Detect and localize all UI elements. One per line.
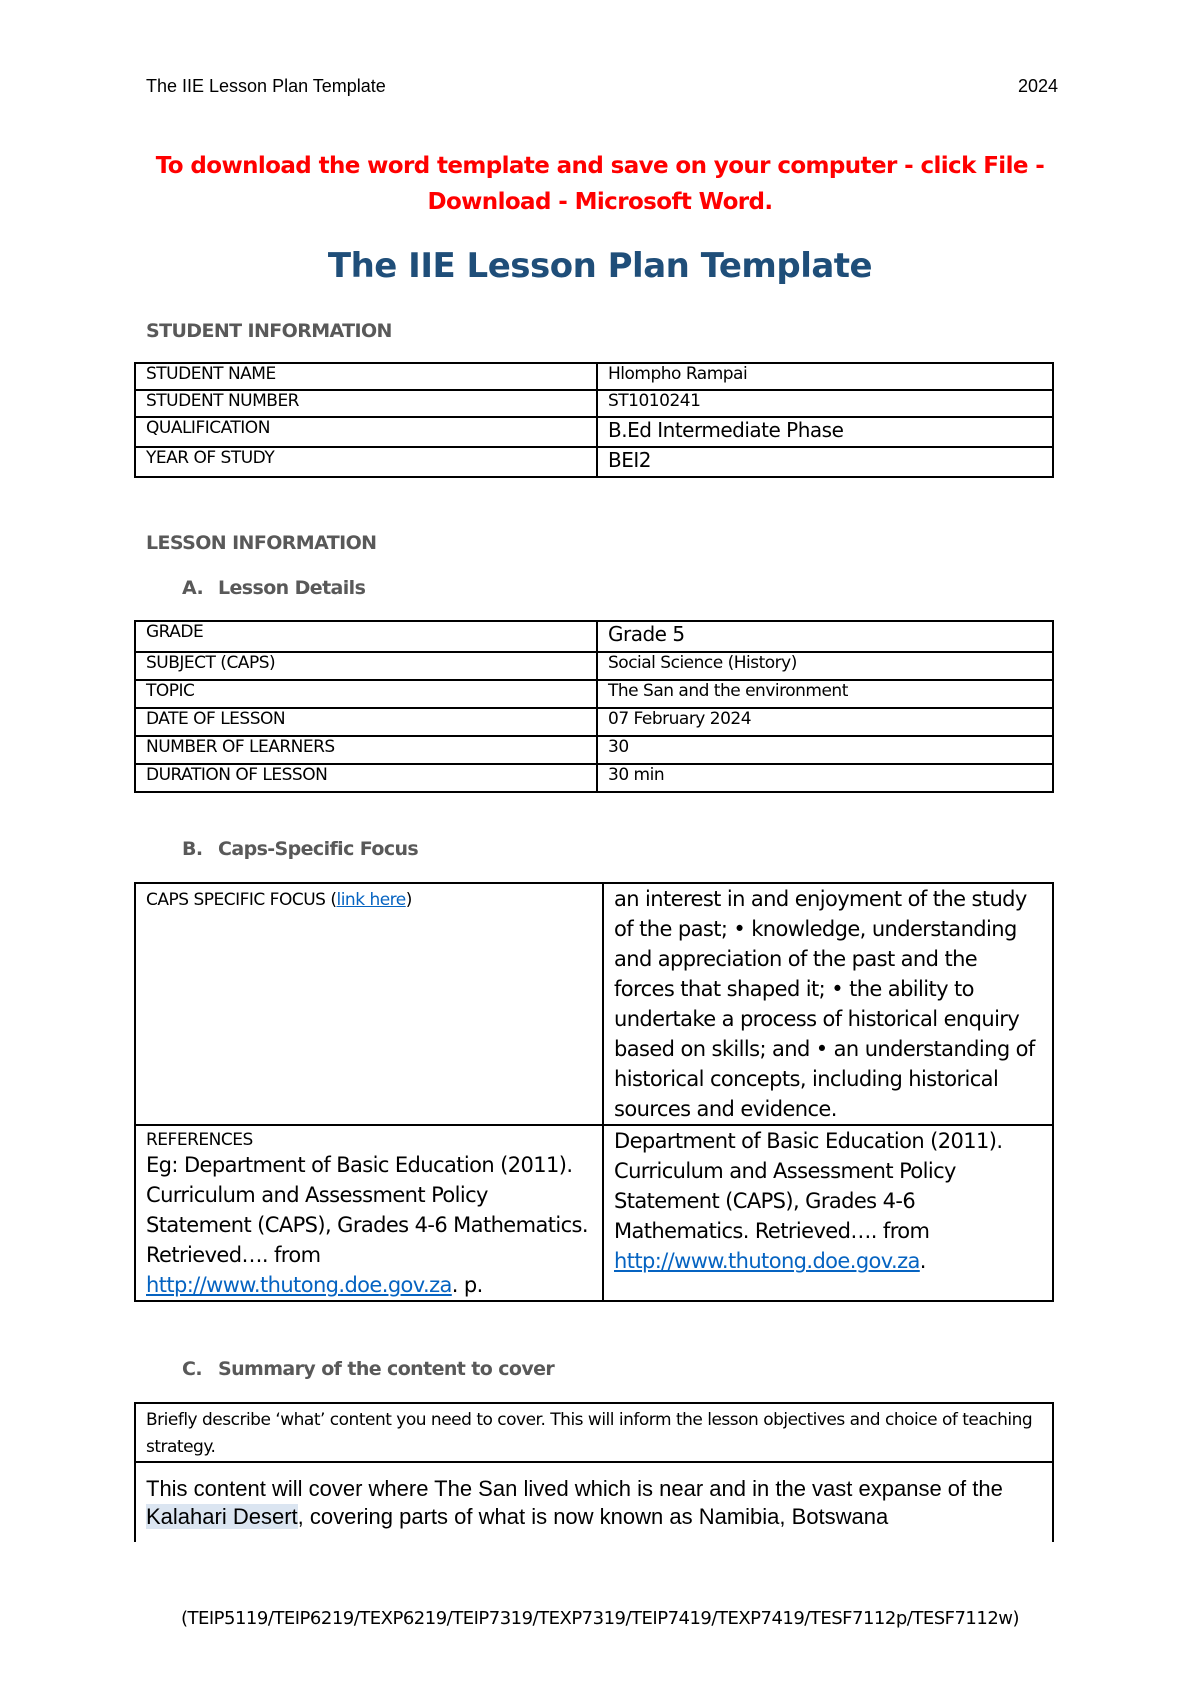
page-title: The IIE Lesson Plan Template (327, 246, 873, 286)
caps-focus-letter: B. (182, 838, 203, 860)
summary-table (134, 1402, 1054, 1542)
date-of-lesson-label: DATE OF LESSON (135, 708, 597, 736)
references-label: REFERENCES (146, 1130, 253, 1150)
references-value (603, 1125, 1053, 1301)
references-example-text: Eg: Department of Basic Education (2011). Curriculum and Assessment Policy Statement (CAPS), Grades 4-6 Mathematics. Retrieved…. from (146, 1153, 588, 1267)
student-name-value: Hlompho Rampai (597, 363, 1053, 390)
summary-content (135, 1462, 1053, 1542)
references-label-cell (135, 1125, 603, 1301)
caps-focus-label: CAPS SPECIFIC FOCUS ( (146, 890, 337, 910)
number-of-learners-label: NUMBER OF LEARNERS (135, 736, 597, 764)
download-notice: To download the word template and save on your computer - click File - Download - Microsoft Word. (155, 153, 1045, 215)
subject-value: Social Science (History) (597, 652, 1053, 680)
student-info-table (134, 362, 1054, 478)
date-of-lesson-value: 07 February 2024 (597, 708, 1053, 736)
references-example-end: . p. (451, 1273, 483, 1297)
topic-value: The San and the environment (597, 680, 1053, 708)
grade-label: GRADE (135, 621, 597, 652)
header-year: 2024 (1018, 76, 1059, 96)
student-number-label: STUDENT NUMBER (135, 390, 597, 417)
summary-content-start: This content will cover where The San lived which is near and in the vast expanse of the (146, 1476, 1003, 1501)
lesson-details-heading (182, 577, 365, 599)
references-value-text: Department of Basic Education (2011). Curriculum and Assessment Policy Statement (CAPS), Grades 4-6 Mathematics. Retrieved…. from (614, 1129, 1003, 1243)
summary-letter: C. (182, 1358, 202, 1380)
footer-module-codes: (TEIP5119/TEIP6219/TEXP6219/TEIP7319/TEXP7319/TEIP7419/TEXP7419/TESF7112p/TESF7112w) (180, 1608, 1020, 1629)
caps-focus-label-end: ) (405, 890, 412, 910)
year-of-study-value: BEI2 (597, 447, 1053, 477)
references-example-link[interactable]: http://www.thutong.doe.gov.za (146, 1273, 452, 1297)
caps-focus-label-cell (135, 883, 603, 1125)
student-name-label: STUDENT NAME (135, 363, 597, 390)
duration-label: DURATION OF LESSON (135, 764, 597, 792)
student-info-heading: STUDENT INFORMATION (146, 320, 392, 342)
year-of-study-label: YEAR OF STUDY (135, 447, 597, 477)
number-of-learners-value: 30 (597, 736, 1053, 764)
lesson-details-table (134, 620, 1054, 793)
summary-title: Summary of the content to cover (218, 1358, 555, 1380)
caps-focus-heading (182, 838, 418, 860)
subject-label: SUBJECT (CAPS) (135, 652, 597, 680)
summary-content-highlight: Kalahari Desert (146, 1504, 298, 1529)
lesson-details-title: Lesson Details (218, 577, 366, 599)
summary-heading (182, 1358, 554, 1380)
grade-value: Grade 5 (597, 621, 1053, 652)
header-doc-title: The IIE Lesson Plan Template (146, 76, 386, 96)
caps-focus-value: an interest in and enjoyment of the study of the past; • knowledge, understanding and appreciation of the past and the forces that shaped it; • the ability to undertake a process of historical enquiry based on skills; and • an understanding of historical concepts, including historical sources and evidence. (603, 883, 1053, 1125)
lesson-details-letter: A. (182, 577, 204, 599)
student-number-value: ST1010241 (597, 390, 1053, 417)
lesson-info-heading: LESSON INFORMATION (146, 532, 377, 554)
caps-focus-table (134, 882, 1054, 1302)
qualification-value: B.Ed Intermediate Phase (597, 417, 1053, 447)
topic-label: TOPIC (135, 680, 597, 708)
caps-link[interactable]: link here (336, 890, 406, 910)
duration-value: 30 min (597, 764, 1053, 792)
qualification-label: QUALIFICATION (135, 417, 597, 447)
caps-focus-title: Caps-Specific Focus (218, 838, 419, 860)
references-value-link[interactable]: http://www.thutong.doe.gov.za (614, 1249, 920, 1273)
summary-instruction: Briefly describe ‘what’ content you need to cover. This will inform the lesson objectives and choice of teaching strategy. (135, 1403, 1053, 1462)
references-example (146, 1150, 592, 1300)
references-value-end: . (919, 1249, 926, 1273)
summary-content-end: , covering parts of what is now known as Namibia, Botswana (297, 1504, 889, 1529)
